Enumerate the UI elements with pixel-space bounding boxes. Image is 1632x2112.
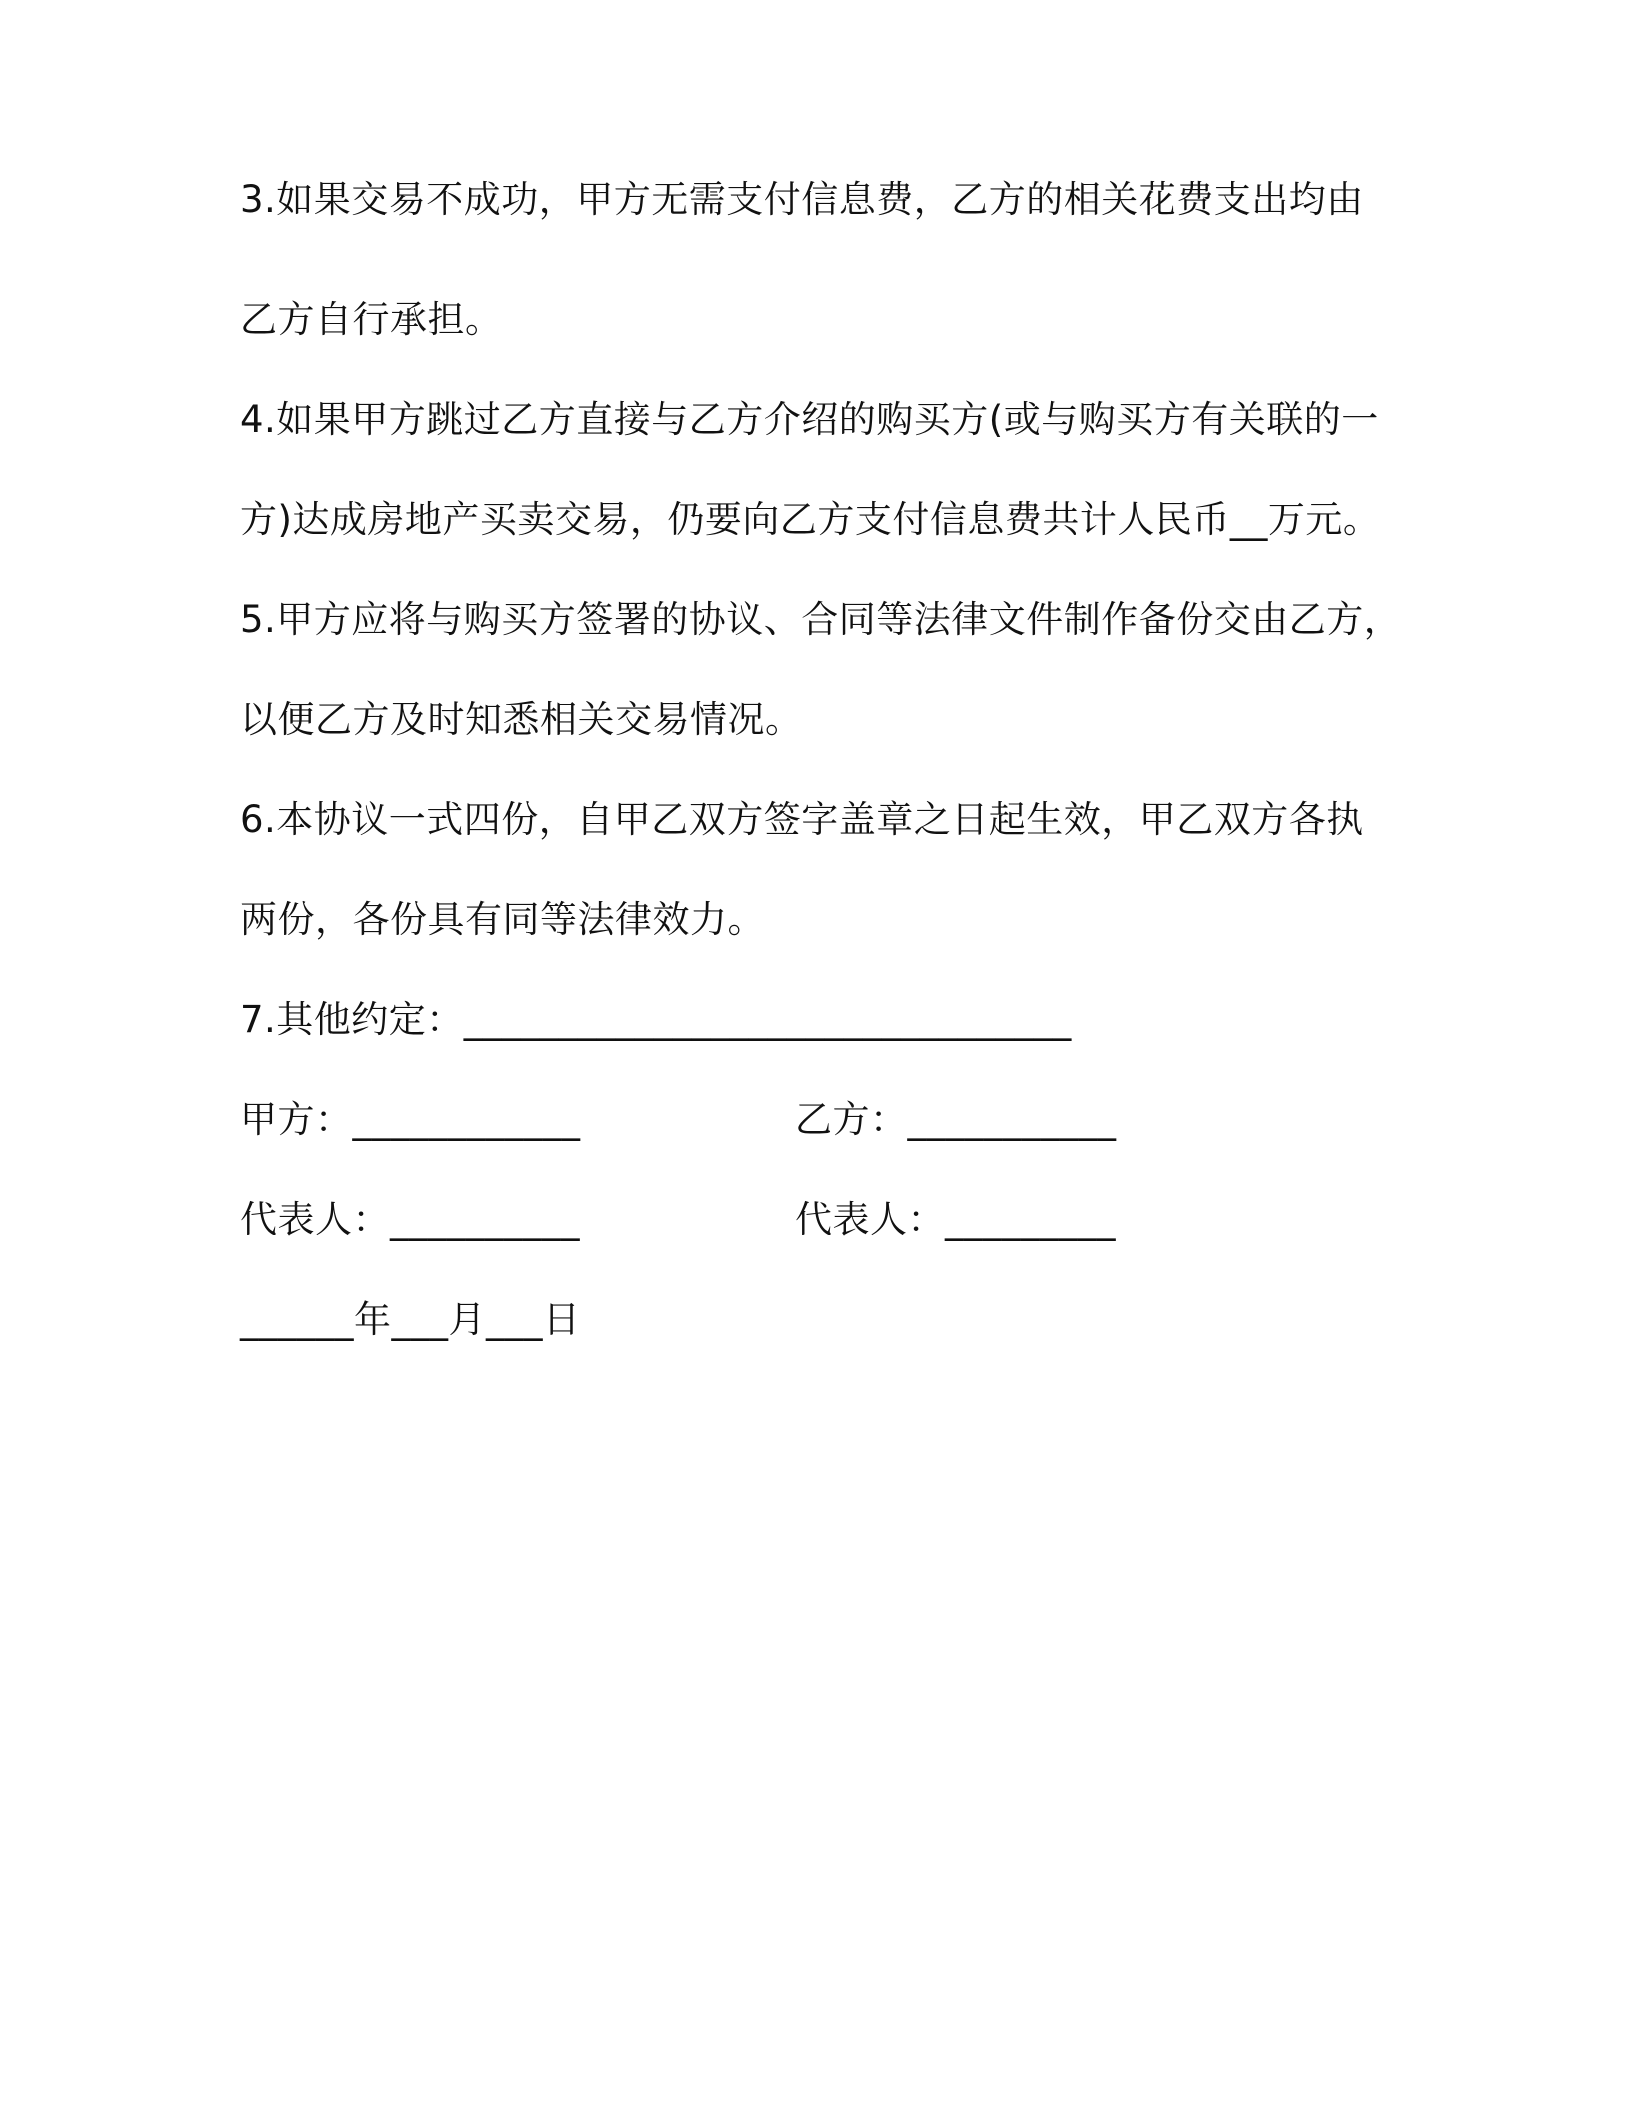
clause-5-line-2: 以便乙方及时知悉相关交易情况。 xyxy=(240,698,803,741)
party-b-signature: 乙方：___________ xyxy=(795,1098,1117,1141)
clause-4-line-2: 方)达成房地产买卖交易，仍要向乙方支付信息费共计人民币__万元。 xyxy=(240,498,1381,541)
clause-3-line-1: 3.如果交易不成功，甲方无需支付信息费，乙方的相关花费支出均由 xyxy=(240,178,1364,221)
party-a-representative: 代表人：__________ xyxy=(240,1198,580,1241)
party-a-signature: 甲方：____________ xyxy=(240,1098,581,1141)
clause-5-line-1: 5.甲方应将与购买方签署的协议、合同等法律文件制作备份交由乙方， xyxy=(240,598,1402,641)
date-line: ______年___月___日 xyxy=(240,1298,581,1341)
clause-6-line-2: 两份，各份具有同等法律效力。 xyxy=(240,898,765,941)
clause-3-line-2: 乙方自行承担。 xyxy=(240,298,503,341)
clause-7-other-terms: 7.其他约定：________________________________ xyxy=(240,998,1072,1041)
party-b-representative: 代表人：_________ xyxy=(795,1198,1116,1241)
clause-6-line-1: 6.本协议一式四份，自甲乙双方签字盖章之日起生效，甲乙双方各执 xyxy=(240,798,1364,841)
clause-4-line-1: 4.如果甲方跳过乙方直接与乙方介绍的购买方(或与购买方有关联的一 xyxy=(240,398,1379,441)
